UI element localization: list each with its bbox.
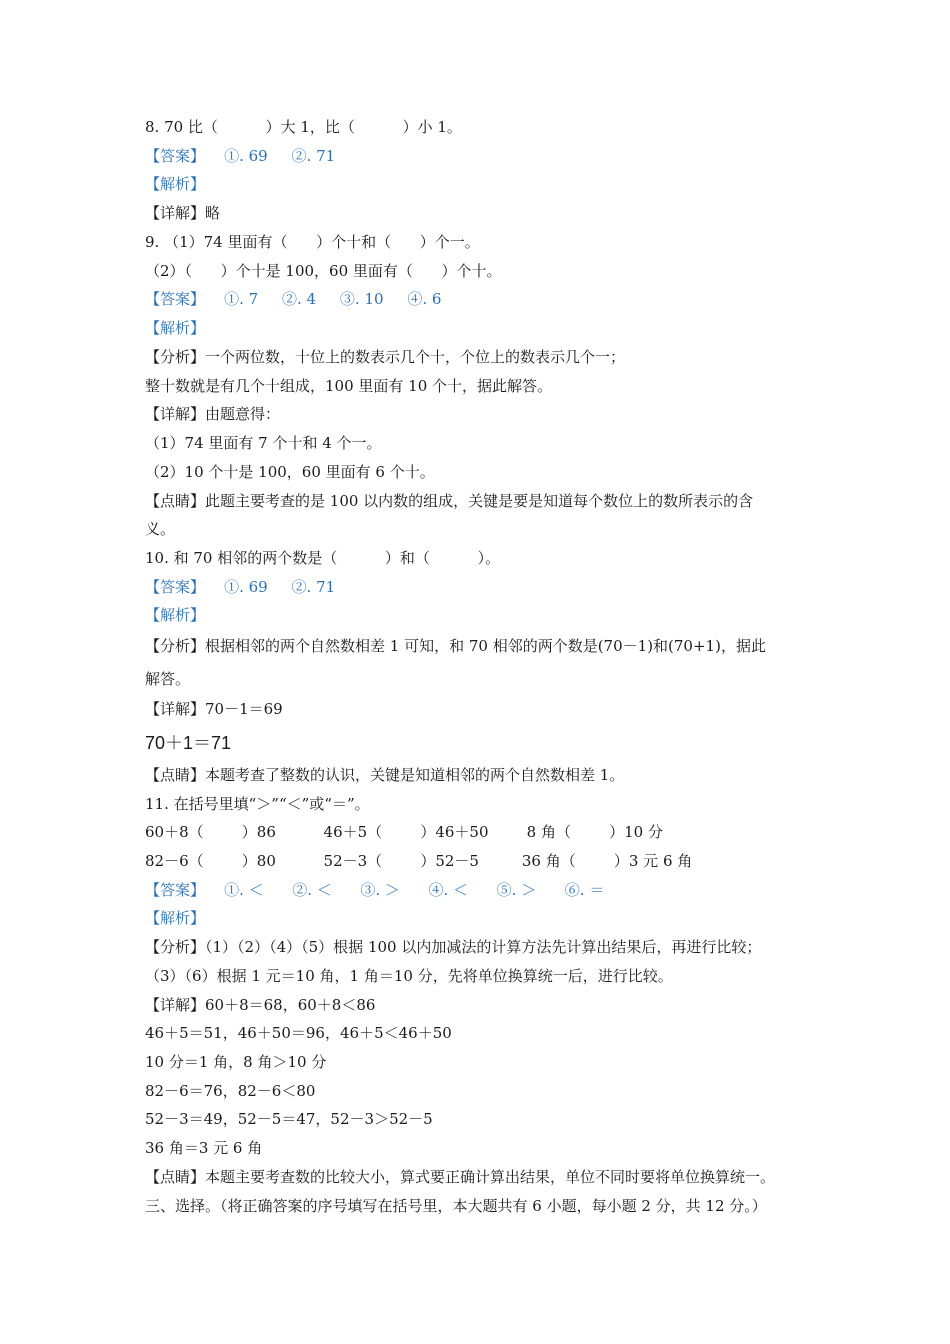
question-8: 8. 70 比（ ）大 1，比（ ）小 1。 — [145, 118, 462, 136]
detail-text: 【详解】由题意得： — [145, 405, 281, 423]
detail-text: 36 角＝3 元 6 角 — [145, 1139, 263, 1157]
answer-label: 【答案】 ①. ＜ ②. ＜ ③. ＞ ④. ＜ ⑤. ＞ ⑥. ＝ — [145, 881, 605, 899]
question-11-row-2: 82－6（ ）80 52－3（ ）52－5 36 角（ ）3 元 6 角 — [145, 852, 693, 870]
detail-text: （2）10 个十是 100，60 里面有 6 个十。 — [145, 463, 435, 481]
key-point-text: 【点睛】本题考查了整数的认识，关键是知道相邻的两个自然数相差 1。 — [145, 766, 625, 784]
question-11: 11. 在括号里填“＞”“＜”或“＝”。 — [145, 795, 370, 813]
detail-formula: 70＋1＝71 — [145, 733, 232, 753]
analysis-text: 【分析】根据相邻的两个自然数相差 1 可知，和 70 相邻的两个数是(70－1)和(70+1)，据此 — [145, 637, 766, 655]
key-point-text: 义。 — [145, 520, 176, 538]
detail-text: 52－3＝49，52－5＝47，52－3＞52－5 — [145, 1110, 433, 1128]
key-point-text: 【点睛】本题主要考查数的比较大小，算式要正确计算出结果，单位不同时要将单位换算统一。 — [145, 1168, 776, 1186]
answer-label: 【答案】 ①. 69 ②. 71 — [145, 147, 336, 165]
detail-text: 46＋5＝51，46＋50＝96，46＋5＜46＋50 — [145, 1024, 452, 1042]
detail-text: 10 分＝1 角，8 角＞10 分 — [145, 1053, 327, 1071]
section-heading: 三、选择。（将正确答案的序号填写在括号里，本大题共有 6 小题，每小题 2 分，共 12 分。） — [145, 1197, 767, 1215]
detail-formula: 【详解】70－1＝69 — [145, 700, 283, 718]
analysis-text: 整十数就是有几个十组成，100 里面有 10 个十，据此解答。 — [145, 377, 553, 395]
detail-text: 【详解】略 — [145, 204, 221, 222]
analysis-label: 【解析】 — [145, 606, 206, 624]
answer-label: 【答案】 ①. 69 ②. 71 — [145, 578, 336, 596]
analysis-text: 【分析】（1）（2）（4）（5）根据 100 以内加减法的计算方法先计算出结果后，再进行比较； — [145, 938, 762, 956]
question-11-row-1: 60＋8（ ）86 46＋5（ ）46＋50 8 角（ ）10 分 — [145, 823, 663, 841]
analysis-text: 【分析】一个两位数，十位上的数表示几个十，个位上的数表示几个一； — [145, 348, 626, 366]
analysis-text: （3）（6）根据 1 元＝10 角，1 角＝10 分，先将单位换算统一后，进行比较。 — [145, 967, 673, 985]
key-point-text: 【点睛】此题主要考查的是 100 以内数的组成，关键是要是知道每个数位上的数所表示的含 — [145, 492, 754, 510]
detail-text: 82－6＝76，82－6＜80 — [145, 1082, 316, 1100]
analysis-label: 【解析】 — [145, 909, 206, 927]
detail-text: 【详解】60＋8＝68，60＋8＜86 — [145, 996, 376, 1014]
detail-text: （1）74 里面有 7 个十和 4 个一。 — [145, 434, 382, 452]
analysis-label: 【解析】 — [145, 319, 206, 337]
analysis-text: 解答。 — [145, 670, 191, 688]
analysis-label: 【解析】 — [145, 175, 206, 193]
question-9-part-2: （2）（ ）个十是 100，60 里面有（ ）个十。 — [145, 262, 502, 280]
question-10: 10. 和 70 相邻的两个数是（ ）和（ ）。 — [145, 549, 501, 567]
answer-label: 【答案】 ①. 7 ②. 4 ③. 10 ④. 6 — [145, 290, 442, 308]
question-9: 9. （1）74 里面有（ ）个十和（ ）个一。 — [145, 233, 480, 251]
